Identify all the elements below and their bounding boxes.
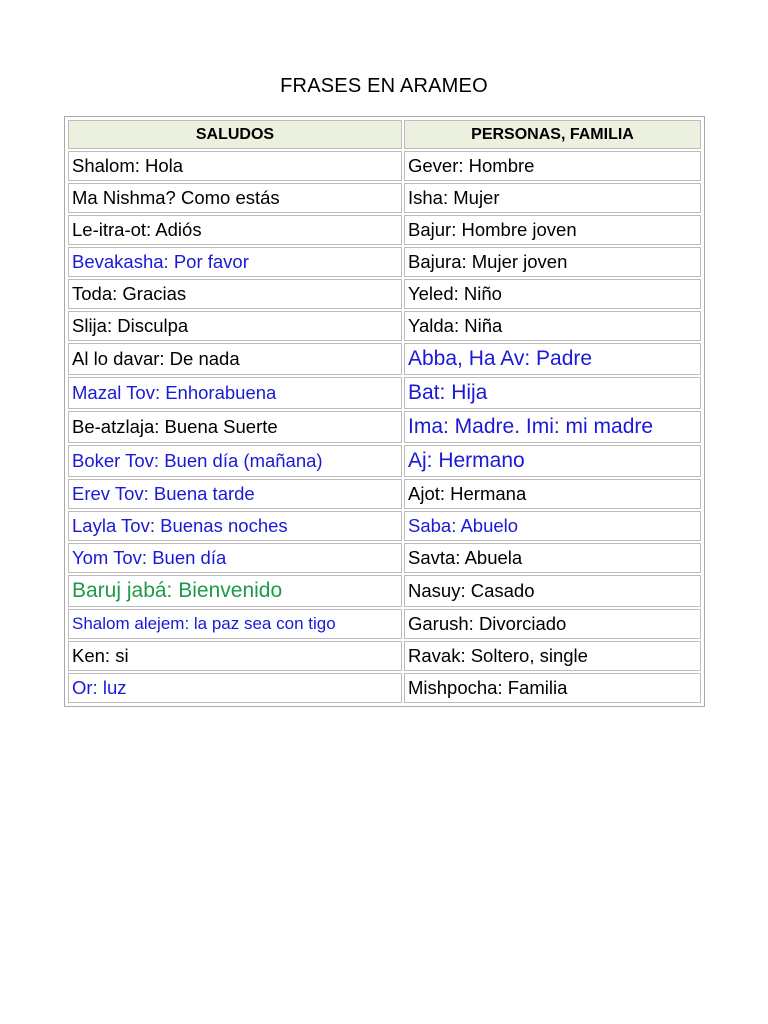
phrases-table <box>66 118 703 705</box>
greeting-cell: Shalom: Hola <box>68 151 402 181</box>
family-cell: Gever: Hombre <box>404 151 701 181</box>
family-cell: Ima: Madre. Imi: mi madre <box>404 411 701 443</box>
table-row <box>68 151 701 181</box>
family-cell: Abba, Ha Av: Padre <box>404 343 701 375</box>
greeting-cell: Toda: Gracias <box>68 279 402 309</box>
family-cell: Garush: Divorciado <box>404 609 701 639</box>
greeting-cell: Be-atzlaja: Buena Suerte <box>68 411 402 443</box>
family-cell: Yeled: Niño <box>404 279 701 309</box>
greeting-cell: Slija: Disculpa <box>68 311 402 341</box>
page-title: FRASES EN ARAMEO <box>280 75 488 97</box>
family-cell: Mishpocha: Familia <box>404 673 701 703</box>
greeting-cell: Or: luz <box>68 673 402 703</box>
table-row <box>68 311 701 341</box>
family-cell: Bat: Hija <box>404 377 701 409</box>
table-row <box>68 673 701 703</box>
family-cell: Nasuy: Casado <box>404 575 701 607</box>
table-row <box>68 247 701 277</box>
greeting-cell: Yom Tov: Buen día <box>68 543 402 573</box>
table-row <box>68 543 701 573</box>
greeting-cell: Bevakasha: Por favor <box>68 247 402 277</box>
table-row <box>68 377 701 409</box>
greeting-cell: Erev Tov: Buena tarde <box>68 479 402 509</box>
table-row <box>68 279 701 309</box>
table-row <box>68 479 701 509</box>
family-cell: Yalda: Niña <box>404 311 701 341</box>
greeting-cell: Ma Nishma? Como estás <box>68 183 402 213</box>
table-row <box>68 183 701 213</box>
table-header-row <box>68 120 701 149</box>
table-row <box>68 575 701 607</box>
table-row <box>68 445 701 477</box>
column-header-saludos: SALUDOS <box>68 120 402 149</box>
table-row <box>68 641 701 671</box>
family-cell: Ravak: Soltero, single <box>404 641 701 671</box>
family-cell: Aj: Hermano <box>404 445 701 477</box>
table-row <box>68 215 701 245</box>
table-row <box>68 343 701 375</box>
family-cell: Savta: Abuela <box>404 543 701 573</box>
greeting-cell: Baruj jabá: Bienvenido <box>68 575 402 607</box>
table-row <box>68 511 701 541</box>
greeting-cell: Layla Tov: Buenas noches <box>68 511 402 541</box>
family-cell: Saba: Abuelo <box>404 511 701 541</box>
greeting-cell: Shalom alejem: la paz sea con tigo <box>68 609 402 639</box>
greeting-cell: Ken: si <box>68 641 402 671</box>
family-cell: Isha: Mujer <box>404 183 701 213</box>
family-cell: Bajura: Mujer joven <box>404 247 701 277</box>
table-row <box>68 411 701 443</box>
phrases-table-container <box>64 116 705 707</box>
greeting-cell: Le-itra-ot: Adiós <box>68 215 402 245</box>
greeting-cell: Boker Tov: Buen día (mañana) <box>68 445 402 477</box>
family-cell: Bajur: Hombre joven <box>404 215 701 245</box>
table-row <box>68 609 701 639</box>
family-cell: Ajot: Hermana <box>404 479 701 509</box>
greeting-cell: Al lo davar: De nada <box>68 343 402 375</box>
column-header-personas-familia: PERSONAS, FAMILIA <box>404 120 701 149</box>
greeting-cell: Mazal Tov: Enhorabuena <box>68 377 402 409</box>
